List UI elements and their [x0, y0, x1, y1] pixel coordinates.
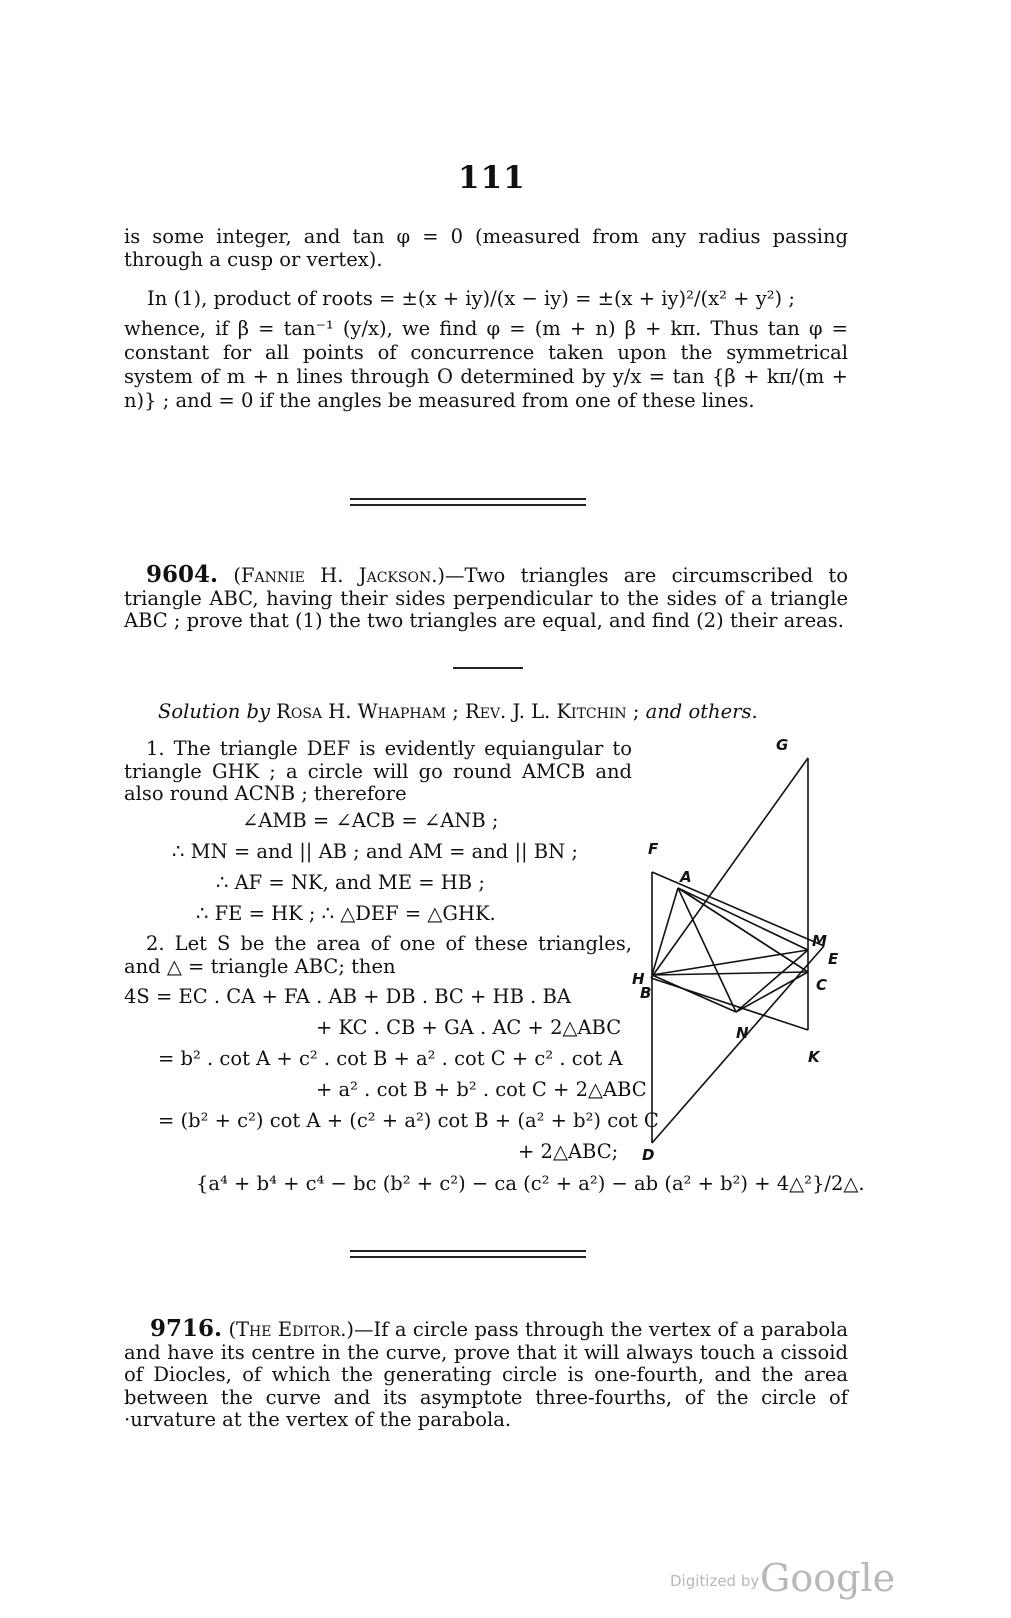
- equation-cot-3: = (b² + c²) cot A + (c² + a²) cot B + (a² + b²) cot C: [158, 1109, 659, 1132]
- line-gh: [651, 758, 808, 978]
- intro-product-of-roots: In (1), product of roots = ±(x + iy)/(x − iy) = ±(x + iy)²/(x² + y²) ;: [147, 287, 795, 310]
- question-9716: [124, 1315, 848, 1432]
- google-logo: Google: [760, 1556, 896, 1600]
- question-author: (Fannie H. Jackson.): [233, 564, 446, 587]
- label-k: K: [808, 1048, 820, 1066]
- equation-mn-ab: ∴ MN = and || AB ; and AM = and || BN ;: [172, 840, 578, 863]
- solution-suffix: and others.: [645, 700, 758, 723]
- section-divider-2: [350, 1250, 586, 1252]
- section-divider-1: [350, 498, 586, 500]
- label-b: B: [640, 984, 652, 1002]
- solution-authors: Rosa H. Whapham ; Rev. J. L. Kitchin ;: [276, 700, 640, 723]
- section-divider-1b: [350, 504, 586, 506]
- equation-4s-cont: + KC . CB + GA . AC + 2△ABC: [316, 1016, 622, 1039]
- line-fe: [652, 872, 824, 946]
- question-text: —Two triangles are circumscribed to triangle ABC, having their sides perpendicular to the sides of a triangle ABC ; prove that (1) the two triangles are equal, and find (2) their areas.: [124, 564, 849, 632]
- equation-fe-hk: ∴ FE = HK ; ∴ △DEF = △GHK.: [196, 902, 496, 925]
- solution-prefix: Solution by: [158, 700, 270, 723]
- solution-para-2: 2. Let S be the area of one of these triangles, and △ = triangle ABC; then: [124, 932, 632, 978]
- line-bc: [652, 972, 808, 975]
- line-bm: [652, 950, 808, 975]
- section-divider-2b: [350, 1256, 586, 1258]
- question-author: (The Editor.): [228, 1318, 355, 1341]
- equation-af-nk: ∴ AF = NK, and ME = HB ;: [216, 871, 485, 894]
- page-number: 111: [458, 160, 526, 196]
- label-e: E: [828, 950, 839, 968]
- label-a: A: [680, 868, 692, 886]
- equation-4s: 4S = EC . CA + FA . AB + DB . BC + HB . BA: [124, 985, 571, 1008]
- label-f: F: [648, 840, 659, 858]
- line-ed: [652, 946, 824, 1143]
- equation-2abc: + 2△ABC;: [518, 1140, 619, 1163]
- line-ab: [652, 888, 678, 975]
- intro-whence: whence, if β = tan⁻¹ (y/x), we find φ = (m + n) β + kπ. Thus tan φ = constant for all points of concurrence taken upon the symmetrical system of m + n lines through O determined by y/x = tan {β + kπ/(m + n)} ; and = 0 if the angles be measured from one of these lines.: [124, 317, 848, 412]
- equation-cot-1: = b² . cot A + c² . cot B + a² . cot C + c² . cot A: [158, 1047, 623, 1070]
- label-g: G: [776, 736, 789, 754]
- solution-para-1: 1. The triangle DEF is evidently equiangular to triangle GHK ; a circle will go round AMCB and also round ACNB ; therefore: [124, 737, 632, 805]
- label-d: D: [642, 1146, 655, 1164]
- question-number: 9604.: [146, 561, 219, 588]
- triangle-figure: [632, 730, 860, 1164]
- question-9604: [124, 561, 849, 633]
- question-number: 9716.: [150, 1315, 223, 1342]
- intro-continuation: is some integer, and tan φ = 0 (measured from any radius passing through a cusp or vertex).: [124, 225, 848, 271]
- label-n: N: [736, 1024, 749, 1042]
- equation-cot-2: + a² . cot B + b² . cot C + 2△ABC: [316, 1078, 647, 1101]
- label-c: C: [816, 976, 828, 994]
- line-bn: [652, 975, 736, 1012]
- equation-final: {a⁴ + b⁴ + c⁴ − bc (b² + c²) − ca (c² + a²) − ab (a² + b²) + 4△²}/2△.: [196, 1172, 865, 1195]
- label-m: M: [812, 932, 827, 950]
- equation-angles: ∠AMB = ∠ACB = ∠ANB ;: [242, 809, 499, 832]
- line-am: [678, 888, 808, 950]
- label-h: H: [632, 970, 645, 988]
- question-text: —If a circle pass through the vertex of a parabola and have its centre in the curve, prove that it will always touch a cissoid of Diocles, of which the generating circle is one-fourth, and the area between the curve and its asymptote three-fourths, of the circle of ·urvature at the vertex of the parabola.: [124, 1318, 848, 1431]
- short-divider: [453, 667, 523, 669]
- solution-header: [158, 700, 758, 723]
- digitized-by-text: Digitized by: [670, 1572, 760, 1590]
